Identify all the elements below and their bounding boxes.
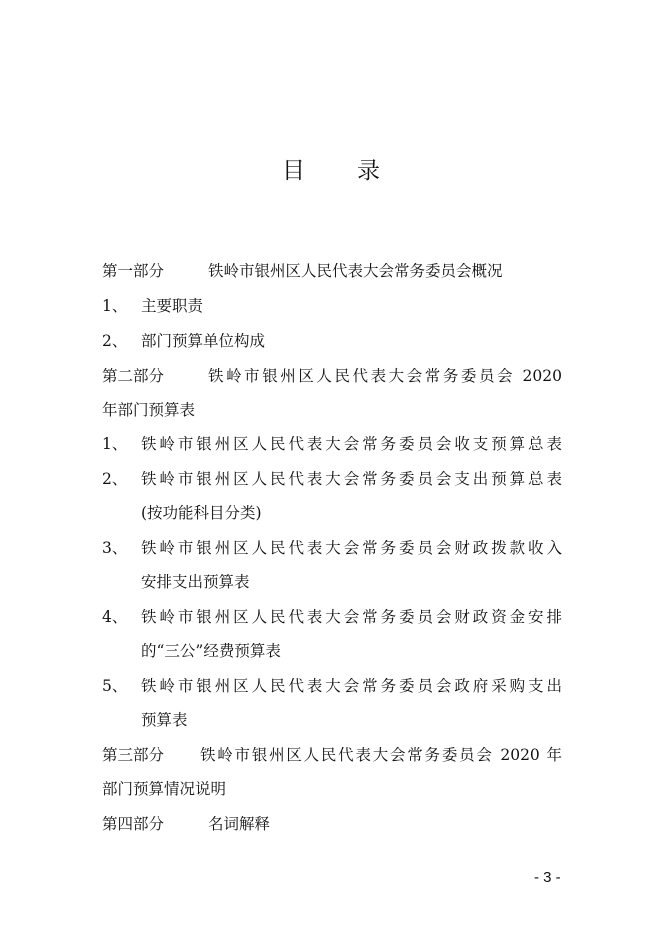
toc-item-cont[interactable] <box>141 570 562 594</box>
part-title: 铁岭市银州区人民代表大会常务委员会 2020 年 <box>200 746 562 764</box>
item-number: 2、 <box>102 470 128 488</box>
item-number: 5、 <box>102 677 128 695</box>
toc-part-3-cont[interactable] <box>102 777 562 801</box>
toc-item-cont[interactable] <box>141 501 562 525</box>
item-title-cont: (按功能科目分类) <box>141 504 262 522</box>
toc-item[interactable] <box>102 467 562 491</box>
item-title: 主要职责 <box>141 297 204 315</box>
item-title: 铁岭市银州区人民代表大会常务委员会收支预算总表 <box>141 435 562 453</box>
part-title-cont: 部门预算情况说明 <box>102 780 227 798</box>
toc-part-2-cont[interactable] <box>102 398 562 422</box>
toc-part-2[interactable] <box>102 364 562 388</box>
title-char: 录 <box>357 158 380 184</box>
toc-item[interactable] <box>102 605 562 629</box>
part-title: 名词解释 <box>208 815 271 833</box>
item-number: 1、 <box>102 435 128 453</box>
item-title: 铁岭市银州区人民代表大会常务委员会支出预算总表 <box>141 470 562 488</box>
toc-item[interactable] <box>102 432 562 456</box>
part-label: 第三部分 <box>102 746 165 764</box>
toc-item[interactable] <box>102 536 562 560</box>
toc-item-cont[interactable] <box>141 708 562 732</box>
item-title-cont: 安排支出预算表 <box>141 573 250 591</box>
toc-part-3[interactable] <box>102 743 562 767</box>
item-title-cont: 的“三公”经费预算表 <box>141 642 281 660</box>
item-title: 部门预算单位构成 <box>141 332 266 350</box>
item-title: 铁岭市银州区人民代表大会常务委员会财政资金安排 <box>141 608 562 626</box>
toc-item[interactable] <box>102 329 562 353</box>
toc-part-1[interactable] <box>102 259 562 283</box>
page-number: - 3 - <box>534 869 561 886</box>
item-number: 2、 <box>102 332 128 350</box>
title-char: 目 <box>282 158 305 184</box>
part-label: 第四部分 <box>102 815 165 833</box>
part-title-cont: 年部门预算表 <box>102 401 196 419</box>
item-number: 1、 <box>102 297 128 315</box>
toc-item[interactable] <box>102 294 562 318</box>
part-label: 第一部分 <box>102 262 165 280</box>
part-title: 铁岭市银州区人民代表大会常务委员会 2020 <box>208 367 562 385</box>
item-title: 铁岭市银州区人民代表大会常务委员会政府采购支出 <box>141 677 562 695</box>
toc-part-4[interactable] <box>102 812 562 836</box>
part-label: 第二部分 <box>102 367 165 385</box>
toc-title <box>0 152 662 185</box>
item-title-cont: 预算表 <box>141 711 188 729</box>
toc-item-cont[interactable] <box>141 639 562 663</box>
item-title: 铁岭市银州区人民代表大会常务委员会财政拨款收入 <box>141 539 562 557</box>
item-number: 4、 <box>102 608 128 626</box>
part-title: 铁岭市银州区人民代表大会常务委员会概况 <box>208 262 503 280</box>
toc-item[interactable] <box>102 674 562 698</box>
item-number: 3、 <box>102 539 128 557</box>
